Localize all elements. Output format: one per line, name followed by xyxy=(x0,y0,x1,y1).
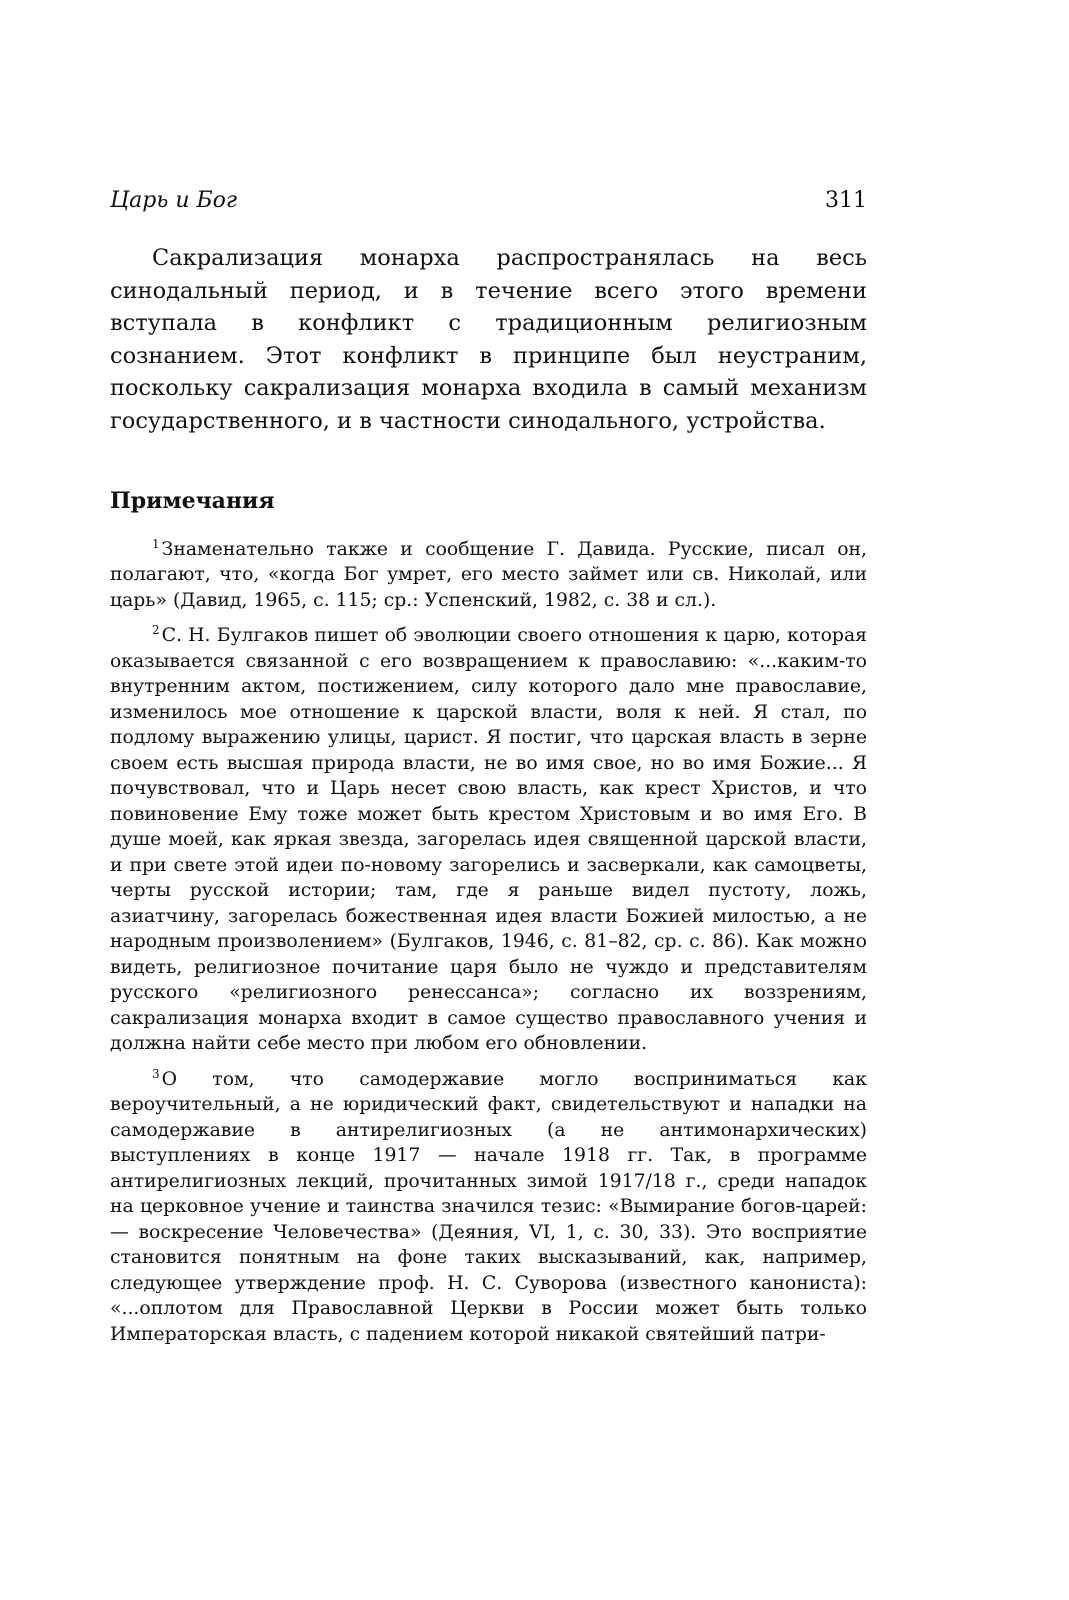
book-page xyxy=(110,186,867,1357)
page-number: 311 xyxy=(825,188,867,213)
footnote-1 xyxy=(110,537,867,614)
footnote-number: 3 xyxy=(152,1066,160,1081)
running-title: Царь и Бог xyxy=(110,188,238,213)
footnote-number: 2 xyxy=(152,623,160,638)
footnote-3 xyxy=(110,1067,867,1348)
footnote-2 xyxy=(110,623,867,1057)
footnote-text: Знаменательно также и сообщение Г. Давида. Русские, писал он, полагают, что, «когда Бог умрет, его место займет или св. Николай, или царь» (Давид, 1965, с. 115; ср.: Успенский, 1982, с. 38 и сл.). xyxy=(110,538,867,611)
notes-list xyxy=(110,537,867,1348)
footnote-text: О том, что самодержавие могло восприниматься как вероучительный, а не юридический факт, свидетельствуют и нападки на самодержавие в антирелигиозных (а не антимонархических) выступлениях в конце 1917 — начале 1918 гг. Так, в программе антирелигиозных лекций, прочитанных зимой 1917/18 г., среди нападок на церковное учение и таинства значился тезис: «Вымирание богов-царей: — воскресение Человечества» (Деяния, VI, 1, с. 30, 33). Это восприятие становится понятным на фоне таких высказываний, как, например, следующее утверждение проф. Н. С. Суворова (известного канониста): «...оплотом для Православной Церкви в России может быть только Императорская власть, с падением которой никакой святейший патри- xyxy=(110,1068,867,1345)
body-paragraph: Сакрализация монарха распространялась на весь синодальный период, и в течение всего этого времени вступала в конфликт с традиционным религиозным сознанием. Этот конфликт в принципе был неустраним, поскольку сакрализация монарха входила в самый механизм государственного, и в частности синодального, устройства. xyxy=(110,245,867,434)
notes-heading: Примечания xyxy=(110,487,275,514)
running-head xyxy=(110,186,867,216)
footnote-number: 1 xyxy=(152,536,160,551)
footnote-text: С. Н. Булгаков пишет об эволюции своего отношения к царю, которая оказывается связанной с его возвращением к православию: «...каким-то внутренним актом, постижением, силу которого дало мне православие, изменилось мое отношение к царской власти, воля к ней. Я стал, по подлому выражению улицы, царист. Я постиг, что царская власть в зерне своем есть высшая природа власти, не во имя свое, но во имя Божие... Я почувствовал, что и Царь несет свою власть, как крест Христов, и что повиновение Ему тоже может быть крестом Христовым и во имя Его. В душе моей, как яркая звезда, загорелась идея священной царской власти, и при свете этой идеи по-новому загорелись и засверкали, как самоцветы, черты русской истории; там, где я раньше видел пустоту, ложь, азиатчину, загорелась божественная идея власти Божией милостью, а не народным произволением» (Булгаков, 1946, с. 81–82, ср. с. 86). Как можно видеть, религиозное почитание царя было не чуждо и представителям русского «религиозного ренессанса»; согласно их воззрениям, сакрализация монарха входит в самое существо православного учения и должна найти себе место при любом его обновлении. xyxy=(110,625,867,1055)
main-text xyxy=(110,242,867,438)
